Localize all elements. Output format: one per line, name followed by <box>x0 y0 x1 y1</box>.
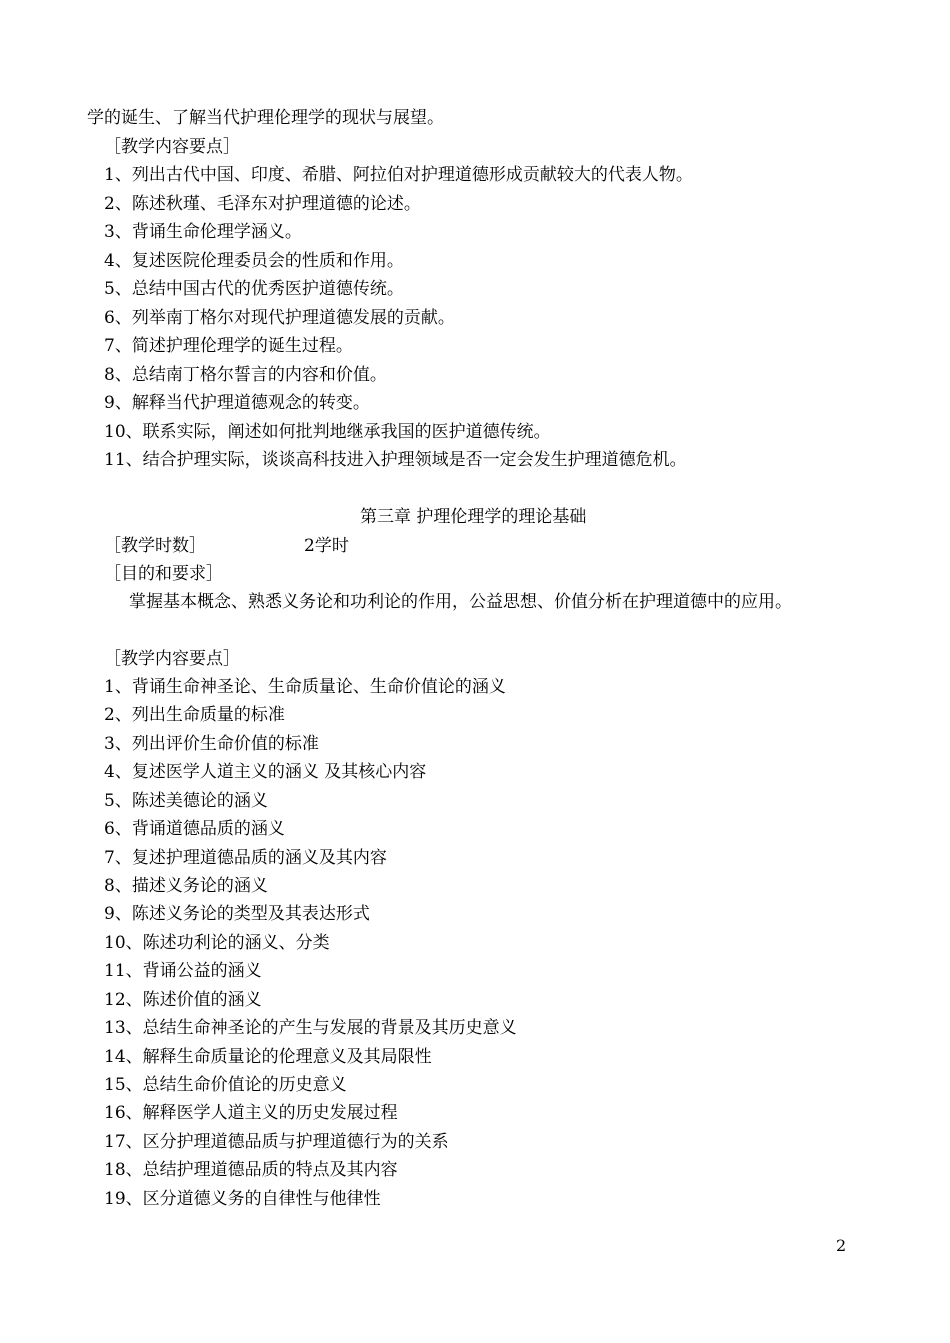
content-points-label: ［教学内容要点］ <box>104 649 240 669</box>
continuation-text: 学的诞生、了解当代护理伦理学的现状与展望。 <box>87 108 444 128</box>
page-number: 2 <box>836 1236 847 1255</box>
list-item: 9、解释当代护理道德观念的转变。 <box>104 393 370 413</box>
list-item: 10、陈述功利论的涵义、分类 <box>104 933 330 953</box>
content-points-label: ［教学内容要点］ <box>104 137 240 157</box>
goals-paragraph: 掌握基本概念、熟悉义务论和功利论的作用，公益思想、价值分析在护理道德中的应用。 <box>129 592 792 612</box>
list-item: 11、背诵公益的涵义 <box>104 961 262 981</box>
list-item: 7、简述护理伦理学的诞生过程。 <box>104 336 353 356</box>
list-item: 10、联系实际，阐述如何批判地继承我国的医护道德传统。 <box>104 422 551 442</box>
list-item: 1、背诵生命神圣论、生命质量论、生命价值论的涵义 <box>104 677 506 697</box>
goals-label: ［目的和要求］ <box>104 564 223 584</box>
list-item: 19、区分道德义务的自律性与他律性 <box>104 1189 381 1209</box>
list-item: 3、列出评价生命价值的标准 <box>104 734 319 754</box>
list-item: 5、陈述美德论的涵义 <box>104 791 268 811</box>
list-item: 4、复述医院伦理委员会的性质和作用。 <box>104 251 404 271</box>
list-item: 7、复述护理道德品质的涵义及其内容 <box>104 848 387 868</box>
list-item: 2、陈述秋瑾、毛泽东对护理道德的论述。 <box>104 194 421 214</box>
teaching-hours-value: 2学时 <box>304 536 349 556</box>
list-item: 12、陈述价值的涵义 <box>104 990 262 1010</box>
list-item: 6、背诵道德品质的涵义 <box>104 819 285 839</box>
list-item: 17、区分护理道德品质与护理道德行为的关系 <box>104 1132 449 1152</box>
list-item: 4、复述医学人道主义的涵义 及其核心内容 <box>104 762 427 782</box>
list-item: 3、背诵生命伦理学涵义。 <box>104 222 302 242</box>
list-item: 5、总结中国古代的优秀医护道德传统。 <box>104 279 404 299</box>
list-item: 16、解释医学人道主义的历史发展过程 <box>104 1103 398 1123</box>
list-item: 8、总结南丁格尔誓言的内容和价值。 <box>104 365 387 385</box>
list-item: 14、解释生命质量论的伦理意义及其局限性 <box>104 1047 432 1067</box>
list-item: 6、列举南丁格尔对现代护理道德发展的贡献。 <box>104 308 455 328</box>
list-item: 13、总结生命神圣论的产生与发展的背景及其历史意义 <box>104 1018 517 1038</box>
teaching-hours-label: ［教学时数］ <box>104 536 206 556</box>
list-item: 15、总结生命价值论的历史意义 <box>104 1075 347 1095</box>
list-item: 8、描述义务论的涵义 <box>104 876 268 896</box>
chapter-title: 第三章 护理伦理学的理论基础 <box>360 507 587 527</box>
list-item: 2、列出生命质量的标准 <box>104 705 285 725</box>
list-item: 9、陈述义务论的类型及其表达形式 <box>104 904 370 924</box>
list-item: 11、结合护理实际，谈谈高科技进入护理领域是否一定会发生护理道德危机。 <box>104 450 687 470</box>
list-item: 18、总结护理道德品质的特点及其内容 <box>104 1160 398 1180</box>
list-item: 1、列出古代中国、印度、希腊、阿拉伯对护理道德形成贡献较大的代表人物。 <box>104 165 693 185</box>
